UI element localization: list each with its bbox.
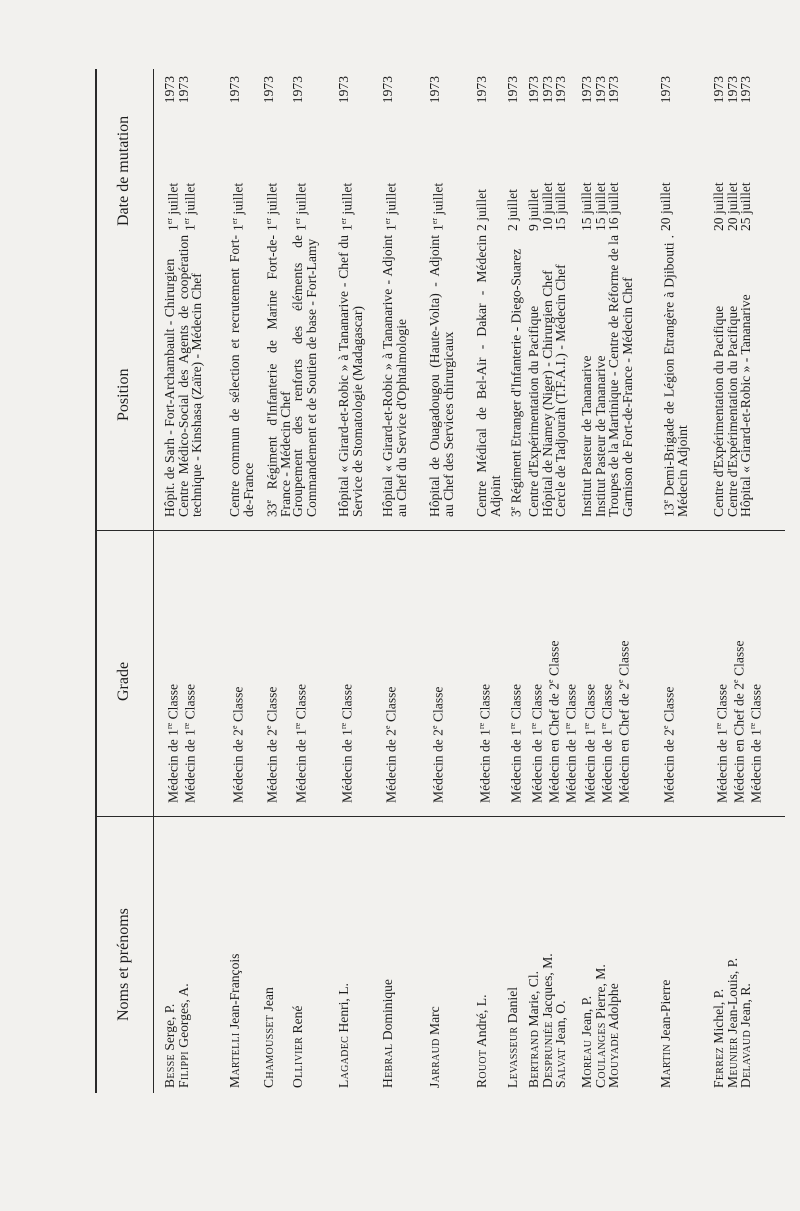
name-cell — [506, 820, 520, 1088]
name-cell — [659, 820, 673, 1088]
year-text: 1973 — [711, 76, 726, 104]
date-cell — [337, 133, 354, 231]
date-cell — [527, 133, 568, 231]
date-text: 2 juillet — [505, 189, 520, 231]
header-names: Noms et prénoms — [115, 908, 132, 1021]
year-text: 1973 — [539, 76, 555, 104]
person-name: Martin Jean-Pierre — [658, 979, 673, 1088]
year-text: 1973 — [606, 76, 621, 104]
date-text: 20 juillet — [724, 182, 740, 231]
table-top-rule — [95, 69, 97, 1093]
grade-text: Médecin de 1re Classe — [529, 683, 545, 803]
name-cell — [163, 820, 190, 1088]
position-text: Centre d'Expérimentation du Pacifique — [526, 305, 541, 517]
position-text: Groupement des renforts des éléments de Commandement et de Soutien de base - Fort-Lamy — [290, 235, 319, 517]
year-text: 1973 — [427, 76, 442, 104]
position-cell — [659, 235, 690, 517]
date-text: 1er juillet — [430, 182, 446, 231]
header-grade: Grade — [115, 661, 132, 701]
grade-cell — [712, 528, 763, 803]
year-text: 1973 — [290, 76, 305, 104]
position-cell — [506, 235, 523, 517]
year-cell — [475, 76, 489, 126]
grade-text: Médecin de 1re Classe — [714, 683, 730, 803]
grade-text: Médecin de 2e Classe — [661, 686, 677, 803]
grade-cell — [262, 528, 279, 803]
date-text: 1er juillet — [339, 182, 355, 231]
person-name: Jarraud Marc — [427, 1006, 442, 1088]
position-text: Centre d'Expérimentation du Pacifique — [724, 305, 740, 517]
date-text: 1er juillet — [230, 182, 246, 231]
grade-text: Médecin de 1re Classe — [748, 683, 764, 803]
date-text: 25 juillet — [738, 182, 753, 231]
year-cell — [506, 76, 520, 126]
date-cell — [580, 133, 621, 231]
name-cell — [580, 820, 621, 1088]
date-text: 15 juillet — [579, 182, 594, 231]
grade-cell — [506, 528, 523, 803]
grade-text: Médecin de 2e Classe — [230, 686, 246, 803]
year-text: 1973 — [553, 76, 568, 104]
name-cell — [381, 820, 395, 1088]
position-cell — [228, 235, 255, 517]
date-cell — [659, 133, 673, 231]
table-header-rule — [153, 69, 154, 1093]
person-name: Chamousset Jean — [261, 987, 276, 1088]
position-text: Centre Médical de Bel-Air - Dakar - Médecin Adjoint — [474, 235, 503, 517]
year-cell — [428, 76, 442, 126]
grade-text: Médecin de 1re Classe — [563, 683, 579, 803]
name-cell — [712, 820, 753, 1088]
date-text: 15 juillet — [553, 182, 568, 231]
person-name: Ollivier René — [290, 1005, 305, 1088]
year-cell — [381, 76, 395, 126]
date-cell — [291, 133, 308, 231]
year-cell — [163, 76, 190, 126]
position-text: Centre Médico-Social des Agents de coopération technique - Kinshasa (Zaïre) - Médecin Chef — [175, 235, 204, 517]
position-cell — [475, 235, 502, 517]
date-text: 15 juillet — [592, 182, 608, 231]
position-text: Hôpital de Niamey (Niger) - Chirurgien Chef — [539, 270, 555, 517]
grade-cell — [163, 528, 197, 803]
grade-cell — [228, 528, 245, 803]
grade-text: Médecin de 1re Classe — [582, 683, 598, 803]
year-cell — [527, 76, 568, 126]
position-cell — [381, 235, 408, 517]
grade-cell — [337, 528, 354, 803]
person-name: Filippi Georges, A. — [175, 983, 191, 1088]
grade-text: Médecin de 1re Classe — [508, 683, 524, 803]
date-text: 2 juillet — [474, 189, 489, 231]
year-text: 1973 — [227, 76, 242, 104]
date-text: 10 juillet — [539, 182, 555, 231]
grade-text: Médecin de 1re Classe — [477, 683, 493, 803]
date-cell — [262, 133, 279, 231]
year-cell — [262, 76, 276, 126]
grade-cell — [291, 528, 308, 803]
position-cell — [712, 235, 753, 517]
header-position: Position — [115, 368, 132, 421]
date-cell — [163, 133, 197, 231]
position-text: Hôpital « Girard-et-Robic » - Tananarive — [738, 294, 753, 517]
position-cell — [527, 235, 568, 517]
year-text: 1973 — [505, 76, 520, 104]
grade-text: Médecin de 2e Classe — [383, 686, 399, 803]
name-cell — [527, 820, 568, 1088]
name-cell — [428, 820, 442, 1088]
year-text: 1973 — [162, 76, 177, 104]
year-text: 1973 — [592, 76, 608, 104]
date-cell — [712, 133, 753, 231]
date-text: 1er juillet — [182, 182, 198, 231]
date-text: 20 juillet — [711, 182, 726, 231]
name-cell — [291, 820, 305, 1088]
date-text: 20 juillet — [658, 182, 673, 231]
position-text: Institut Pasteur de Tananarive — [592, 355, 608, 517]
person-name: Lagadec Henri, L. — [336, 983, 351, 1088]
person-name: Despruniée Jacques, M. — [539, 953, 555, 1088]
person-name: Rouot André, L. — [474, 994, 489, 1088]
position-text: Centre commun de sélection et recrutement Fort-de-France — [227, 235, 256, 517]
name-cell — [475, 820, 489, 1088]
position-cell — [580, 235, 634, 517]
date-text: 16 juillet — [606, 182, 621, 231]
column-divider — [95, 816, 785, 817]
grade-text: Médecin en Chef de 2e Classe — [616, 640, 632, 803]
person-name: Martelli Jean-François — [227, 953, 242, 1088]
grade-cell — [527, 528, 578, 803]
grade-text: Médecin de 1re Classe — [293, 683, 309, 803]
person-name: Hebral Dominique — [380, 979, 395, 1088]
date-cell — [475, 133, 489, 231]
person-name: Coulanges Pierre, M. — [592, 964, 608, 1088]
year-cell — [659, 76, 673, 126]
name-cell — [228, 820, 242, 1088]
name-cell — [262, 820, 276, 1088]
grade-text: Médecin de 1re Classe — [182, 683, 198, 803]
year-text: 1973 — [738, 76, 753, 104]
year-text: 1973 — [724, 76, 740, 104]
date-text: 9 juillet — [526, 189, 541, 231]
position-text: Hôpital de Ouagadougou (Haute-Volta) - Adjoint au Chef des Services chirurgicaux — [427, 235, 456, 517]
grade-cell — [580, 528, 631, 803]
date-text: 1er juillet — [264, 182, 280, 231]
person-name: Meunier Jean-Louis, P. — [724, 957, 740, 1088]
position-text: 33e Régiment d'Infanterie de Marine Fort-de-France - Médecin Chef — [264, 235, 294, 517]
person-name: Salvat Jean, O. — [553, 1000, 568, 1088]
year-text: 1973 — [658, 76, 673, 104]
year-text: 1973 — [261, 76, 276, 104]
person-name: Levasseur Daniel — [505, 986, 520, 1088]
date-cell — [381, 133, 398, 231]
position-cell — [428, 235, 455, 517]
position-cell — [163, 235, 204, 517]
date-text: 1er juillet — [165, 182, 181, 231]
position-text: Institut Pasteur de Tananarive — [579, 355, 594, 517]
position-text: Cercle de Tadjourah (T.F.A.I.) - Médecin Chef — [553, 264, 568, 517]
person-name: Mouyade Adolphe — [606, 983, 621, 1088]
year-cell — [291, 76, 305, 126]
person-name: Besse Serge, P. — [162, 1003, 177, 1088]
date-cell — [506, 133, 520, 231]
grade-text: Médecin de 2e Classe — [264, 686, 280, 803]
year-cell — [228, 76, 242, 126]
grade-cell — [428, 528, 445, 803]
position-text: Hôpit. de Sarh - Fort-Archambault - Chirurgien — [162, 258, 177, 517]
date-cell — [428, 133, 445, 231]
grade-text: Médecin de 1re Classe — [599, 683, 615, 803]
grade-text: Médecin de 1re Classe — [339, 683, 355, 803]
person-name: Ferrez Michel, P. — [711, 988, 726, 1088]
grade-text: Médecin de 2e Classe — [430, 686, 446, 803]
grade-text: Médecin en Chef de 2e Classe — [731, 640, 747, 803]
year-cell — [712, 76, 753, 126]
grade-cell — [381, 528, 398, 803]
person-name: Bertrand Marie, Cl. — [526, 971, 541, 1088]
year-text: 1973 — [175, 76, 191, 104]
position-cell — [291, 235, 318, 517]
date-cell — [228, 133, 245, 231]
year-cell — [580, 76, 621, 126]
person-name: Delavaud Jean, R. — [738, 983, 753, 1088]
grade-cell — [475, 528, 492, 803]
grade-text: Médecin de 1re Classe — [165, 683, 181, 803]
position-text: 3e Régiment Etranger d'Infanterie - Diego-Suarez — [508, 248, 524, 517]
header-date: Date de mutation — [115, 115, 132, 226]
year-text: 1973 — [579, 76, 594, 104]
year-text: 1973 — [526, 76, 541, 104]
year-text: 1973 — [336, 76, 351, 104]
year-cell — [337, 76, 351, 126]
name-cell — [337, 820, 351, 1088]
year-text: 1973 — [380, 76, 395, 104]
position-cell — [262, 235, 293, 517]
position-text: Centre d'Expérimentation du Pacifique — [711, 305, 726, 517]
grade-text: Médecin en Chef de 2e Classe — [546, 640, 562, 803]
year-text: 1973 — [474, 76, 489, 104]
date-text: 1er juillet — [293, 182, 309, 231]
grade-cell — [659, 528, 676, 803]
position-text: Hôpital « Girard-et-Robic » à Tananarive - Chef du Service de Stomatologie (Madagascar) — [336, 235, 365, 517]
position-text: Hôpital « Girard-et-Robic » à Tananarive - Adjoint au Chef du Service d'Ophtalmologie — [380, 235, 409, 517]
person-name: Moreau Jean, P. — [579, 995, 594, 1088]
position-cell — [337, 235, 364, 517]
position-text: 13e Demi-Brigade de Légion Etrangère à Djibouti . Médecin Adjoint — [661, 235, 691, 517]
date-text: 1er juillet — [383, 182, 399, 231]
position-text: Troupes de la Martinique - Centre de Réforme de la Garnison de Fort-de-France - Médecin Chef — [606, 235, 635, 517]
